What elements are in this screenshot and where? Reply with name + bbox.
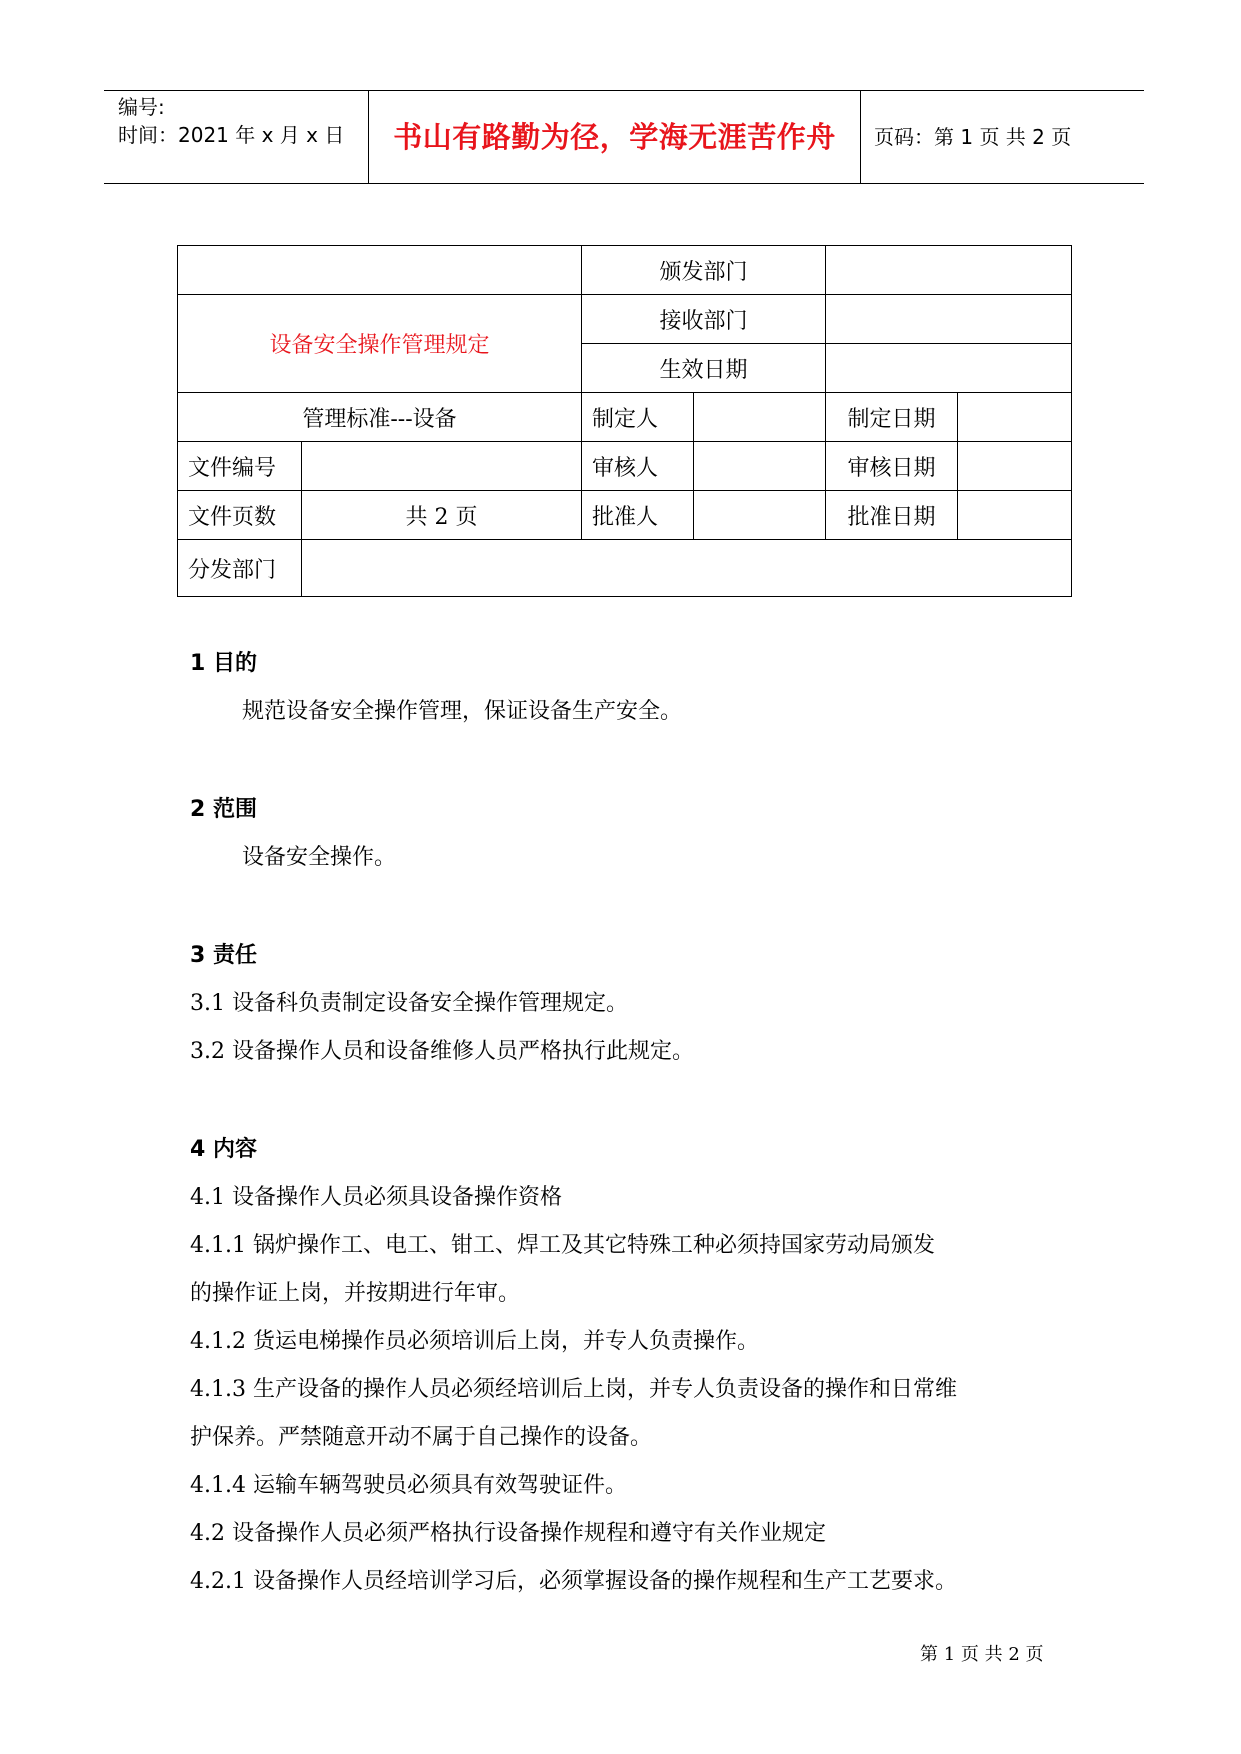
issue-dept-value [826,246,1072,295]
paragraph: 的操作证上岗，并按期进行年审。 [190,1281,521,1306]
page-header [104,90,1144,184]
effective-date-label: 生效日期 [582,344,826,393]
approve-date-value [958,491,1072,540]
blank-cell [178,246,582,295]
make-date-value [958,393,1072,442]
file-pages-label: 文件页数 [178,491,302,540]
paragraph: 4.1.2 货运电梯操作员必须培训后上岗，并专人负责操作。 [190,1329,759,1354]
header-meta [118,93,368,149]
approve-date-label: 批准日期 [826,491,958,540]
paragraph: 4.1.3 生产设备的操作人员必须经培训后上岗，并专人负责设备的操作和日常维 [190,1377,957,1402]
effective-date-value [826,344,1072,393]
paragraph: 4.1.1 锅炉操作工、电工、钳工、焊工及其它特殊工种必须持国家劳动局颁发 [190,1233,935,1258]
approver-label: 批准人 [582,491,694,540]
maker-value [694,393,826,442]
reviewer-label: 审核人 [582,442,694,491]
issue-dept-label: 颁发部门 [582,246,826,295]
header-divider [860,91,861,183]
header-motto: 书山有路勤为径，学海无涯苦作舟 [393,120,836,154]
page-footer: 第 1 页 共 2 页 [920,1644,1044,1665]
reviewer-value [694,442,826,491]
maker-label: 制定人 [582,393,694,442]
paragraph: 4.1.4 运输车辆驾驶员必须具有效驾驶证件。 [190,1473,627,1498]
section-title-scope: 2 范围 [190,797,257,822]
paragraph: 护保养。严禁随意开动不属于自己操作的设备。 [190,1425,653,1450]
paragraph: 3.2 设备操作人员和设备维修人员严格执行此规定。 [190,1039,694,1064]
paragraph: 3.1 设备科负责制定设备安全操作管理规定。 [190,991,628,1016]
header-page-number: 页码：第 1 页 共 2 页 [874,125,1072,149]
section-title-responsibility: 3 责任 [190,943,257,968]
paragraph: 4.2 设备操作人员必须严格执行设备操作规程和遵守有关作业规定 [190,1521,826,1546]
section-title-purpose: 1 目的 [190,651,257,676]
review-date-value [958,442,1072,491]
approver-value [694,491,826,540]
paragraph: 规范设备安全操作管理，保证设备生产安全。 [242,699,683,724]
paragraph: 4.2.1 设备操作人员经培训学习后，必须掌握设备的操作规程和生产工艺要求。 [190,1569,957,1594]
document-info-table [177,245,1072,597]
document-title: 设备安全操作管理规定 [178,295,582,393]
paragraph: 4.1 设备操作人员必须具设备操作资格 [190,1185,562,1210]
time-label: 时间：2021 年 x 月 x 日 [118,123,345,147]
section-title-content: 4 内容 [190,1137,257,1162]
file-no-value [302,442,582,491]
document-body [190,640,1070,1606]
review-date-label: 审核日期 [826,442,958,491]
file-no-label: 文件编号 [178,442,302,491]
recv-dept-value [826,295,1072,344]
paragraph: 设备安全操作。 [242,845,397,870]
recv-dept-label: 接收部门 [582,295,826,344]
dist-dept-label: 分发部门 [178,540,302,597]
number-label: 编号: [118,95,165,119]
dist-dept-value [302,540,1072,597]
make-date-label: 制定日期 [826,393,958,442]
file-pages-value: 共 2 页 [302,491,582,540]
standard-label: 管理标准---设备 [178,393,582,442]
